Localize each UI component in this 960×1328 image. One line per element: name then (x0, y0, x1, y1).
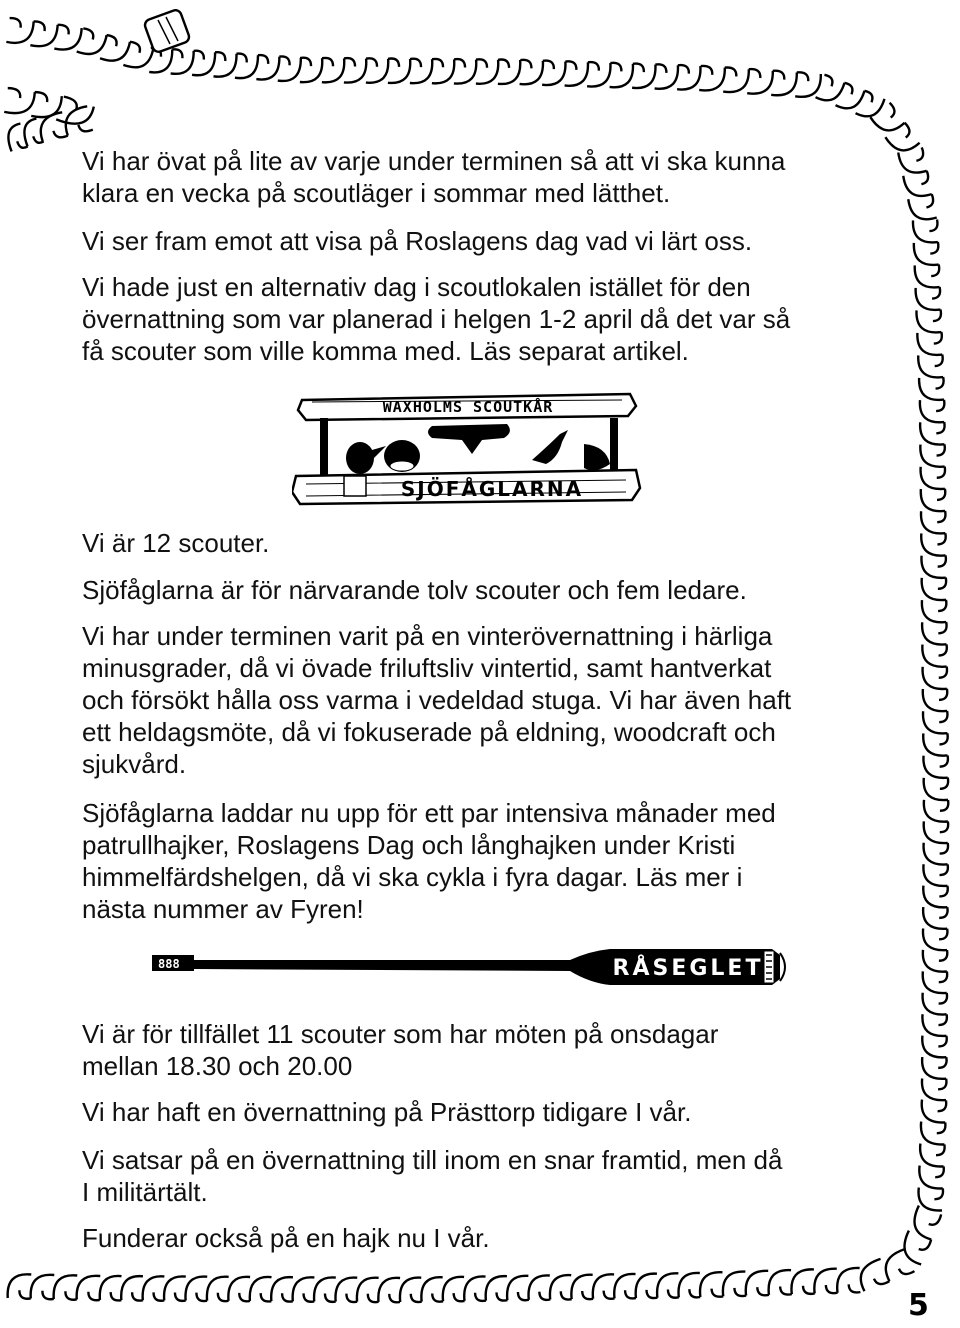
svg-text:888: 888 (158, 957, 180, 971)
rope-strand (279, 56, 289, 65)
rope-strand (938, 1036, 946, 1047)
rope-strand (700, 1272, 722, 1297)
rope-strand (940, 800, 948, 811)
rope-strand (932, 287, 940, 299)
rope-end (143, 9, 190, 54)
rope-strand (797, 72, 809, 81)
rope-strand (934, 1188, 943, 1199)
rope-strand (175, 1292, 186, 1300)
rope-strand (915, 265, 940, 287)
rope-strand (496, 1292, 507, 1300)
rope-strand (10, 18, 21, 28)
rope-strand (814, 1269, 836, 1294)
scout-count: Vi är 12 scouter. (82, 528, 270, 558)
rope-strand (919, 378, 944, 400)
rope-strand (42, 1291, 53, 1300)
raseglet-banner (150, 947, 790, 987)
rope-strand (172, 49, 182, 58)
rope-strand (539, 1292, 550, 1300)
rope-strand (886, 1249, 906, 1281)
rope-strand (916, 288, 941, 310)
rope-strand (938, 1079, 946, 1090)
rope-strand (905, 123, 910, 138)
rope-strand (582, 1291, 593, 1299)
rope-strand (678, 65, 689, 74)
rope-strand (561, 1291, 572, 1299)
rope-strand (610, 63, 621, 72)
rope-strand (938, 622, 946, 633)
rope-strand (938, 578, 946, 589)
rope-strand (588, 62, 599, 71)
rope-strand (475, 1293, 486, 1301)
rope-strand (791, 1269, 813, 1294)
rope-strand (916, 147, 923, 160)
rope-strand (749, 69, 761, 78)
rope-strand (518, 1292, 529, 1300)
rope-strand (476, 59, 487, 67)
page-number: 5 (908, 1288, 929, 1323)
rope-strand (8, 124, 20, 152)
rope-strand (111, 1292, 122, 1300)
rope-strand (668, 1290, 679, 1298)
rope-strand (917, 333, 942, 355)
rope-strand (914, 243, 939, 265)
rope-strand (940, 843, 948, 854)
rope-strand (655, 64, 666, 73)
rope-strand (757, 1287, 769, 1295)
rope-strand (769, 1270, 791, 1295)
alternative-day-paragraph: Vi hade just en alternativ dag i scoutlokalen istället för den övernattning som var planerad i helgen 1-2 april då det var så få scouter som ville komma med. Läs separat artikel. (82, 272, 791, 366)
rope-strand (633, 64, 644, 73)
rope-strand (282, 1293, 293, 1301)
rope-strand (864, 91, 872, 102)
rope-strand (368, 1294, 379, 1302)
rope-strand (919, 1239, 931, 1249)
rope-strand (344, 58, 355, 66)
upcoming-paragraph: Sjöfåglarna laddar nu upp för ett par intensiva månader med patrullhajker, Roslagens Dag och långhajken under Kristi himmelfärdshelgen, då vi ska cykla i fyra dagar. Läs mer i nästa nummer av Fyren! (82, 798, 776, 924)
rope-strand (937, 511, 945, 522)
rope-strand (646, 1290, 657, 1298)
rope-strand (83, 28, 93, 39)
rope-strand (239, 1293, 250, 1301)
rope-strand (410, 59, 421, 67)
rope-strand (498, 59, 509, 67)
rope-strand (890, 103, 895, 118)
rope-strand (196, 1293, 207, 1301)
rope-strand (935, 1166, 944, 1177)
rope-strand (938, 1057, 946, 1068)
rope-strand (915, 1206, 932, 1240)
rope-strand (939, 644, 947, 655)
rope-strand (237, 54, 247, 63)
rope-strand (837, 1268, 859, 1293)
overnight-plan-paragraph: Vi satsar på en övernattning till inom en snar framtid, men då I militärtält. (82, 1145, 783, 1207)
rope-strand (938, 1100, 947, 1111)
overnight-past-line: Vi har haft en övernattning på Prästtorp tidigare I vår. (82, 1097, 692, 1127)
rope-strand (938, 600, 946, 611)
rope-strand (913, 220, 938, 242)
rope-strand (936, 1144, 945, 1155)
rope-strand (936, 422, 944, 433)
raseglet-title: RÅSEGLET (612, 956, 764, 981)
meetings-paragraph: Vi är för tillfället 11 scouter som har möten på onsdagar mellan 18.30 och 20.00 (82, 1019, 719, 1081)
rope-strand (939, 950, 947, 961)
rope-strand (130, 42, 140, 53)
rope-strand (34, 21, 45, 31)
rope-strand (940, 755, 948, 766)
rope-strand (940, 778, 948, 789)
rope-strand (940, 822, 948, 833)
rope-strand (937, 444, 945, 455)
rope-strand (88, 1292, 99, 1301)
rope-strand (934, 332, 942, 344)
rope-strand (939, 689, 947, 700)
rope-strand (520, 60, 531, 69)
rope-strand (154, 1292, 165, 1300)
rope-strand (701, 66, 713, 75)
rope-strand (304, 1293, 315, 1301)
rope-strand (322, 58, 333, 66)
hike-line: Funderar också på en hajk nu I vår. (82, 1223, 490, 1253)
winter-paragraph: Vi har under terminen varit på en vinterövernattning i härliga minusgrader, då vi övade friluftsliv vintertid, samt hantverkat och försökt hålla oss varma i vedeldad stuga. Vi har även haft ett heldagsmöte, då vi fokuserade på eldning, woodcraft och sjukvård. (82, 621, 792, 779)
rope-strand (215, 52, 225, 61)
rope-strand (689, 1289, 700, 1297)
rope-strand (261, 1293, 272, 1301)
rope-strand (712, 1289, 724, 1297)
rope-strand (432, 59, 443, 67)
rope-strand (929, 1214, 941, 1224)
rope-strand (939, 886, 947, 897)
rope-strand (849, 1284, 861, 1292)
rope-strand (938, 555, 946, 566)
rope-strand (937, 467, 945, 478)
rope-strand (725, 67, 737, 76)
rope-strand (723, 1272, 745, 1297)
rope-strand (780, 1286, 792, 1294)
rope-strand (454, 59, 465, 67)
rope-strand (939, 733, 947, 744)
rope-strand (933, 310, 941, 322)
rope-strand (258, 55, 268, 64)
rope-strand (35, 92, 47, 102)
rope-strand (936, 377, 944, 389)
badge-top-text: WAXHOLMS SCOUTKÅR (382, 398, 554, 416)
rope-strand (346, 1294, 357, 1302)
rope-strand (861, 1259, 881, 1291)
rope-strand (58, 25, 69, 35)
rope-strand (844, 83, 852, 94)
rope-strand (432, 1293, 443, 1301)
rope-strand (939, 907, 947, 918)
rope-strand (938, 1014, 946, 1025)
rope-strand (803, 1286, 815, 1294)
rope-strand (885, 137, 919, 150)
rope-strand (937, 489, 945, 500)
rope-strand (64, 97, 77, 110)
rope-strand (824, 75, 832, 86)
rope-strand (773, 71, 785, 80)
rope-strand (939, 667, 947, 678)
members-line: Sjöfåglarna är för närvarande tolv scouter och fem ledare. (82, 575, 747, 605)
rope-strand (929, 220, 937, 232)
rope-strand (939, 929, 947, 940)
rope-strand (937, 533, 945, 544)
rope-strand (19, 1290, 30, 1299)
rope-strand (899, 1269, 914, 1274)
rope-strand (939, 972, 947, 983)
rope-strand (194, 51, 204, 60)
rope-strand (826, 1285, 838, 1293)
rope-strand (936, 400, 944, 411)
rope-strand (604, 1291, 615, 1299)
rope-strand (918, 355, 943, 377)
rope-strand (931, 265, 939, 277)
rope-strand (411, 1294, 422, 1302)
rope-strand (454, 1293, 465, 1301)
rope-strand (935, 355, 943, 367)
rope-strand (543, 61, 554, 70)
rope-strand (874, 1279, 889, 1284)
rope-strand (388, 58, 399, 66)
rope-strand (939, 993, 947, 1004)
rope-strand (565, 61, 576, 70)
rope-strand (366, 58, 377, 66)
rope-strand (78, 125, 92, 131)
rope-strand (916, 310, 941, 332)
rope-strand (65, 1291, 76, 1300)
intro-paragraph: Vi har övat på lite av varje under terminen så att vi ska kunna klara en vecka på scoutläger i sommar med lätthet. (82, 146, 786, 208)
badge-bottom-text: SJÖFÅGLARNA (400, 477, 584, 501)
rope-strand (905, 1231, 922, 1265)
rope-strand (24, 119, 36, 147)
rope-strand (939, 864, 947, 875)
rope-strand (625, 1290, 636, 1298)
rope-strand (939, 711, 947, 722)
rope-strand (937, 1122, 946, 1133)
rope-strand (325, 1293, 336, 1301)
rope-strand (132, 1292, 143, 1300)
rope-strand (107, 35, 117, 46)
rope-strand (218, 1293, 229, 1301)
patrol-badge (292, 388, 642, 506)
rope-strand (389, 1294, 400, 1302)
roslagen-paragraph: Vi ser fram emot att visa på Roslagens dag vad vi lärt oss. (82, 226, 753, 256)
rope-strand (930, 242, 938, 254)
rope-strand (746, 1271, 768, 1296)
rope-strand (8, 88, 20, 98)
rope-strand (870, 117, 904, 130)
rope-strand (734, 1288, 746, 1296)
